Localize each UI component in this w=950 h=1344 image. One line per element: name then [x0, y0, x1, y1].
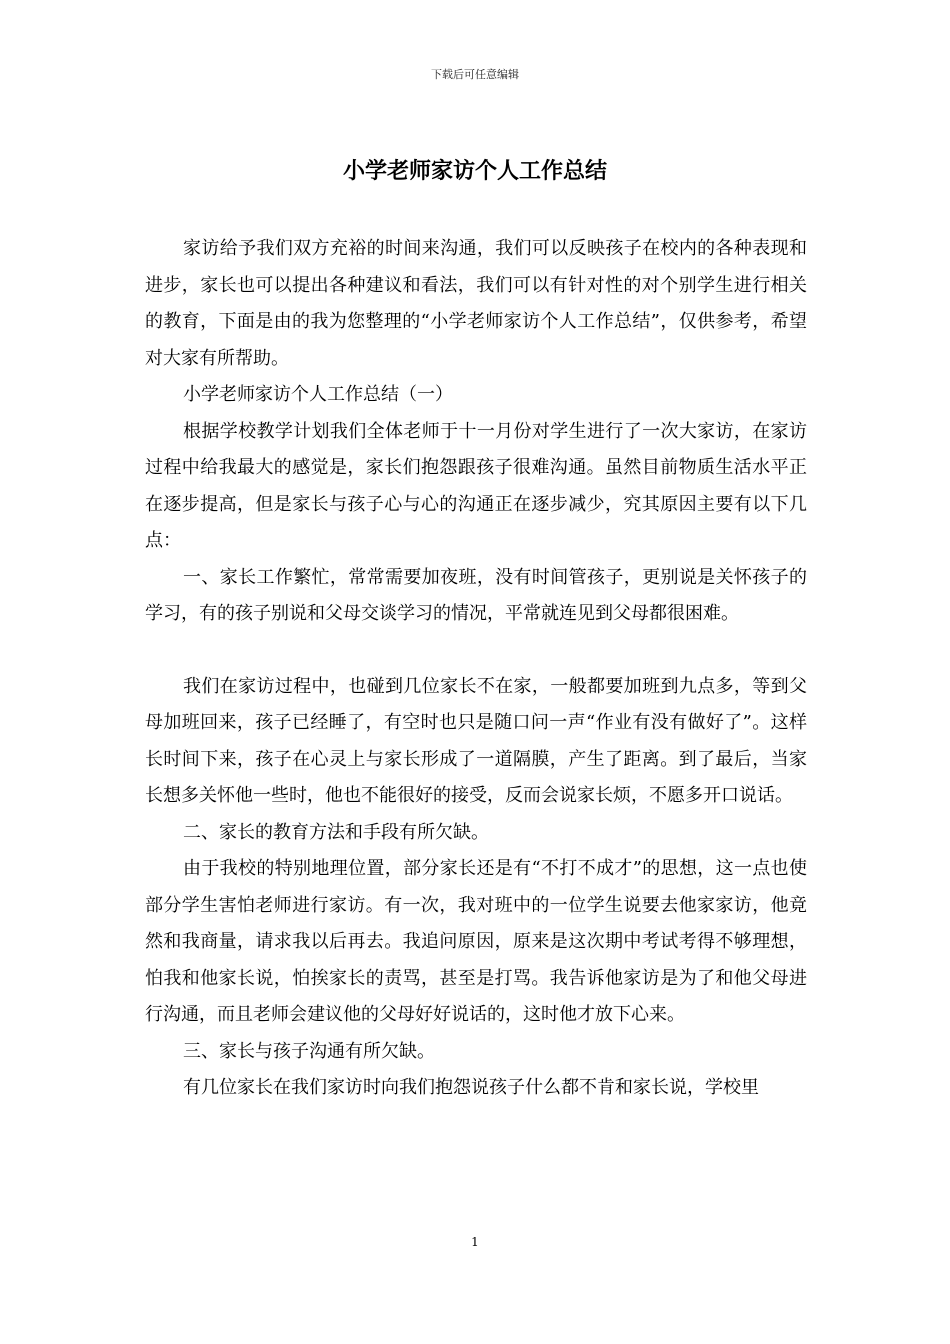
- paragraph-point-two: 二、家长的教育方法和手段有所欠缺。: [183, 821, 489, 843]
- page-number: 1: [471, 1235, 479, 1249]
- paragraph-spacer: [145, 633, 807, 669]
- document-title: 小学老师家访个人工作总结: [342, 158, 607, 184]
- paragraph-intro: 家访给予我们双方充裕的时间来沟通，我们可以反映孩子在校内的各种表现和进步，家长也可以提出各种建议和看法，我们可以有针对性的对个别学生进行相关的教育，下面是由的我为您整理的“小学老师家访个人工作总结”，仅供参考，希望对大家有所帮助。: [145, 238, 807, 369]
- paragraph-parent-complaint: 有几位家长在我们家访时向我们抱怨说孩子什么都不肯和家长说，学校里: [183, 1077, 759, 1098]
- header-note: 下载后可任意编辑: [431, 68, 519, 81]
- paragraph-home-visit-experience: 我们在家访过程中，也碰到几位家长不在家，一般都要加班到九点多，等到父母加班回来，孩子已经睡了，有空时也只是随口问一声“作业有没有做好了”。这样长时间下来，孩子在心灵上与家长形成了一道隔膜，产生了距离。到了最后，当家长想多关怀他一些时，他也不能很好的接受，反而会说家长烦，不愿多开口说话。: [145, 675, 807, 806]
- paragraph-school-example: 由于我校的特别地理位置，部分家长还是有“不打不成才”的思想，这一点也使部分学生害怕老师进行家访。有一次，我对班中的一位学生说要去他家家访，他竟然和我商量，请求我以后再去。我追问原因，原来是这次期中考试考得不够理想，怕我和他家长说，怕挨家长的责骂，甚至是打骂。我告诉他家访是为了和他父母进行沟通，而且老师会建议他的父母好好说话的，这时他才放下心来。: [145, 858, 807, 1025]
- paragraph-point-one: 一、家长工作繁忙，常常需要加夜班，没有时间管孩子，更别说是关怀孩子的学习，有的孩子别说和父母交谈学习的情况，平常就连见到父母都很困难。: [145, 566, 807, 624]
- section-heading-part-one: 小学老师家访个人工作总结（一）: [183, 384, 453, 405]
- paragraph-background: 根据学校教学计划我们全体老师于十一月份对学生进行了一次大家访，在家访过程中给我最大的感觉是，家长们抱怨跟孩子很难沟通。虽然目前物质生活水平正在逐步提高，但是家长与孩子心与心的沟通正在逐步减少，究其原因主要有以下几点：: [145, 420, 807, 551]
- document-body: [145, 231, 807, 1107]
- paragraph-point-three: 三、家长与孩子沟通有所欠缺。: [183, 1040, 435, 1062]
